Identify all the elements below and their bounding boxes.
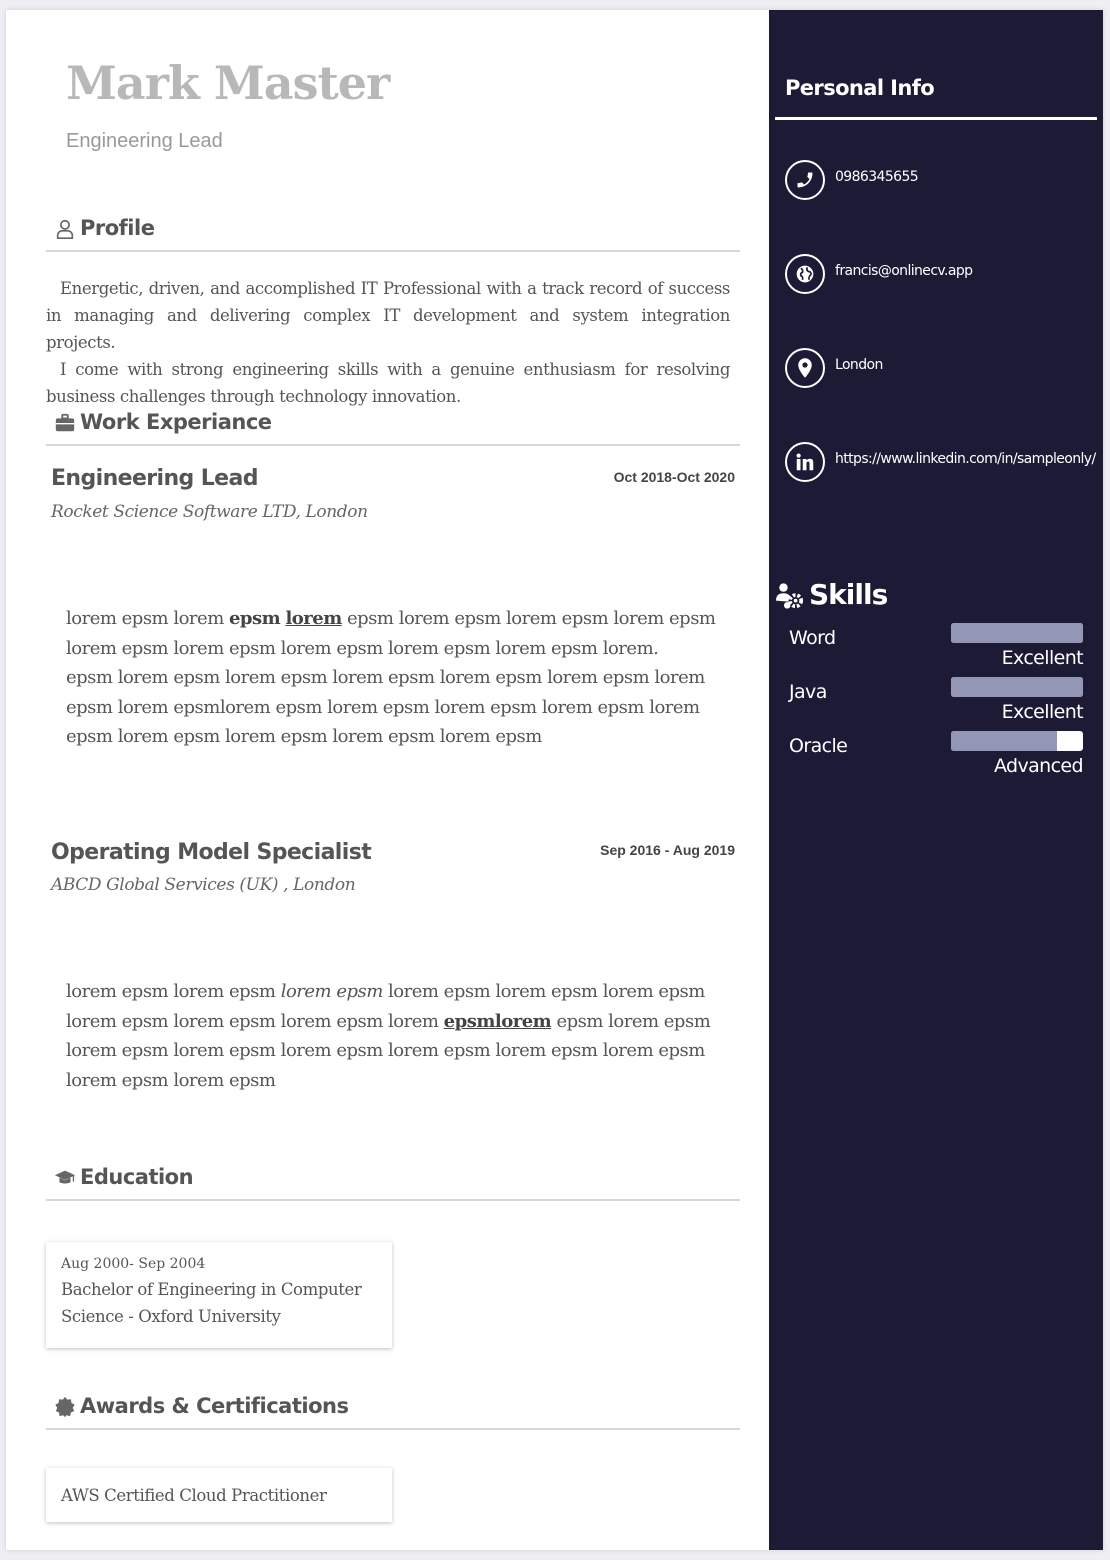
- briefcase-icon: [54, 412, 76, 434]
- contact-linkedin: [785, 436, 1095, 490]
- personal-info-divider: [775, 117, 1097, 120]
- email-address[interactable]: francis@onlinecv.app: [835, 263, 973, 279]
- linkedin-url[interactable]: https://www.linkedin.com/in/sampleonly/: [835, 451, 1096, 467]
- badge-icon: [54, 1396, 76, 1418]
- desc-text: lorem epsm lorem: [66, 608, 229, 629]
- awards-section-header: [46, 1386, 740, 1430]
- job-date: Oct 2018-Oct 2020: [613, 469, 735, 485]
- skills-heading: [775, 578, 887, 611]
- profile-heading: Profile: [80, 216, 155, 240]
- skill-level: Excellent: [1001, 647, 1083, 669]
- skills-title: Skills: [809, 578, 888, 611]
- phone-icon: [795, 170, 815, 190]
- phone-number[interactable]: 0986345655: [835, 169, 919, 185]
- job-company: Rocket Science Software LTD, London: [51, 502, 368, 522]
- phone-icon-wrap: [785, 154, 825, 206]
- skill-level: Excellent: [1001, 701, 1083, 723]
- job-description: [66, 604, 730, 752]
- desc-bold: epsm: [228, 608, 281, 629]
- desc-text: epsm lorem epsm lorem epsm lorem epsm lorem epsm lorem epsm lorem epsm lorem epsm lorem epsm lorem.: [66, 608, 716, 659]
- skill-bar: [951, 731, 1083, 751]
- main-column: [6, 10, 769, 1550]
- profile-paragraph: I come with strong engineering skills with a genuine enthusiasm for resolving business challenges through technology innovation.: [46, 360, 730, 406]
- skill-bar-fill: [951, 731, 1057, 751]
- job-company: ABCD Global Services (UK) , London: [51, 875, 356, 895]
- personal-info-heading: Personal Info: [785, 76, 935, 100]
- skill-name: Java: [789, 681, 827, 703]
- candidate-name: Mark Master: [66, 56, 390, 110]
- location: London: [835, 357, 883, 373]
- skill-bar-fill: [951, 677, 1083, 697]
- linkedin-icon-wrap: [785, 436, 825, 488]
- sidebar: [769, 10, 1103, 1550]
- profile-section-header: [46, 208, 740, 252]
- job-title: Engineering Lead: [51, 466, 258, 491]
- contact-phone: [785, 154, 1095, 208]
- user-icon: [54, 218, 76, 240]
- award-item: AWS Certified Cloud Practitioner: [61, 1486, 327, 1505]
- education-section-header: [46, 1157, 740, 1201]
- desc-text: epsm lorem epsm lorem epsm lorem epsm lorem epsm lorem epsm lorem epsm lorem epsm lorem epsm lorem epsm: [66, 1010, 711, 1091]
- education-heading: Education: [80, 1165, 194, 1189]
- skill-name: Oracle: [789, 735, 848, 757]
- desc-text: lorem epsm lorem epsm lorem epsm lorem epsm lorem epsm lorem epsm lorem: [66, 981, 705, 1032]
- skill-row: [789, 623, 1083, 677]
- award-card: [46, 1468, 392, 1522]
- contact-location: [785, 342, 1095, 396]
- desc-text: lorem epsm lorem epsm: [66, 981, 281, 1002]
- desc-text: epsm lorem epsm lorem epsm lorem epsm lorem epsm lorem epsm lorem epsm lorem epsmlorem epsm lorem epsm lorem epsm lorem epsm lorem epsm lorem epsm lorem epsm lorem epsm lorem epsm: [66, 667, 705, 747]
- graduation-cap-icon: [54, 1167, 76, 1189]
- education-degree: Bachelor of Engineering in Computer Science - Oxford University: [61, 1280, 362, 1326]
- job-date: Sep 2016 - Aug 2019: [600, 842, 735, 858]
- profile-paragraph: Energetic, driven, and accomplished IT Professional with a track record of success in managing and delivering complex IT development and system integration projects.: [46, 279, 730, 352]
- globe-icon-wrap: [785, 248, 825, 300]
- desc-underline: lorem: [285, 608, 342, 629]
- desc-underline: epsmlorem: [443, 1010, 552, 1032]
- candidate-title: Engineering Lead: [66, 130, 223, 152]
- linkedin-icon: [796, 453, 814, 471]
- contact-email: [785, 248, 1095, 302]
- education-card: [46, 1242, 392, 1348]
- skill-bar: [951, 623, 1083, 643]
- skill-row: [789, 731, 1083, 785]
- profile-text: [46, 275, 730, 410]
- skill-name: Word: [789, 627, 836, 649]
- pin-icon-wrap: [785, 342, 825, 394]
- resume-page: [6, 10, 1103, 1550]
- job-description: [66, 977, 730, 1095]
- desc-italic: lorem epsm: [280, 981, 383, 1002]
- skill-level: Advanced: [993, 755, 1083, 777]
- work-section-header: [46, 402, 740, 446]
- skill-bar: [951, 677, 1083, 697]
- education-dates: Aug 2000- Sep 2004: [61, 1256, 206, 1272]
- work-heading: Work Experiance: [80, 410, 272, 434]
- job-title: Operating Model Specialist: [51, 840, 372, 865]
- users-cog-icon: [775, 582, 805, 610]
- map-pin-icon: [796, 357, 814, 379]
- globe-icon: [795, 264, 815, 284]
- skill-bar-fill: [951, 623, 1083, 643]
- awards-heading: Awards & Certifications: [80, 1394, 349, 1418]
- skill-row: [789, 677, 1083, 731]
